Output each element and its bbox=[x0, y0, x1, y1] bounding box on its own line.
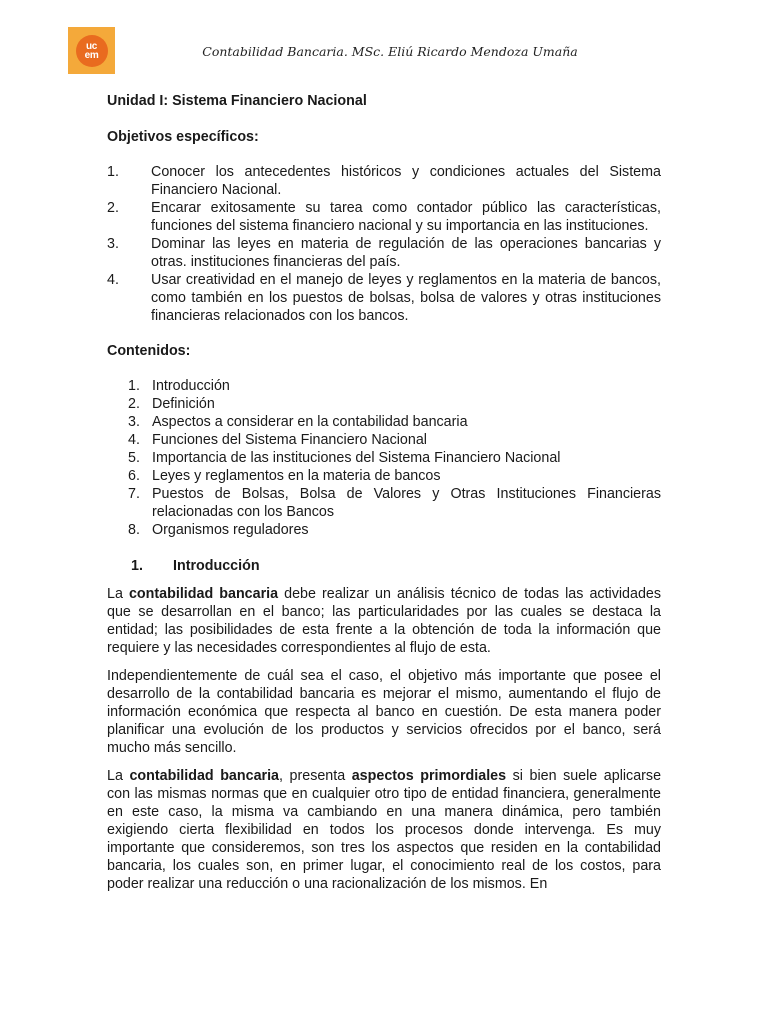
page-header-title: Contabilidad Bancaria. MSc. Eliú Ricardo Mendoza Umaña bbox=[202, 44, 578, 59]
list-number: 7. bbox=[128, 486, 140, 502]
section-heading bbox=[107, 557, 661, 575]
list-text: Usar creatividad en el manejo de leyes y reglamentos en la materia de bancos, como también en los puestos de bolsas, bolsa de valores y otras instituciones financieras relacionados con los bancos. bbox=[151, 272, 661, 324]
section-title: Introducción bbox=[173, 558, 260, 574]
list-item bbox=[107, 235, 661, 271]
list-text: Dominar las leyes en materia de regulación de las operaciones bancarias y otras. instituciones financieras del país. bbox=[151, 236, 661, 270]
list-item bbox=[107, 163, 661, 199]
paragraph bbox=[107, 767, 661, 893]
list-text: Organismos reguladores bbox=[152, 522, 309, 538]
list-item bbox=[107, 467, 661, 485]
list-number: 4. bbox=[128, 432, 140, 448]
text-run: La bbox=[107, 586, 129, 602]
list-number: 8. bbox=[128, 522, 140, 538]
list-text: Funciones del Sistema Financiero Nacional bbox=[152, 432, 427, 448]
text-run: La bbox=[107, 768, 130, 784]
list-text: Conocer los antecedentes históricos y condiciones actuales del Sistema Financiero Nacional. bbox=[151, 164, 661, 198]
objectives-list bbox=[107, 163, 661, 325]
bold-term: aspectos primordiales bbox=[351, 768, 507, 784]
paragraph bbox=[107, 585, 661, 657]
list-item bbox=[107, 377, 661, 395]
list-number: 3. bbox=[107, 236, 119, 252]
logo-circle bbox=[76, 35, 108, 67]
list-text: Puestos de Bolsas, Bolsa de Valores y Otras Instituciones Financieras relacionadas con los Bancos bbox=[152, 486, 661, 520]
unit-title: Unidad I: Sistema Financiero Nacional bbox=[107, 93, 367, 109]
list-item bbox=[107, 431, 661, 449]
list-item bbox=[107, 413, 661, 431]
list-item bbox=[107, 199, 661, 235]
list-text: Leyes y reglamentos en la materia de bancos bbox=[152, 468, 441, 484]
list-number: 4. bbox=[107, 272, 119, 288]
text-run: , presenta bbox=[279, 768, 352, 784]
list-text: Encarar exitosamente su tarea como contador público las características, funciones del sistema financiero nacional y su importancia en las instituciones. bbox=[151, 200, 661, 234]
list-item bbox=[107, 449, 661, 467]
list-item bbox=[107, 521, 661, 539]
list-text: Importancia de las instituciones del Sistema Financiero Nacional bbox=[152, 450, 561, 466]
text-run: si bien suele aplicarse con las mismas normas que en cualquier otro tipo de entidad financiera, generalmente en este caso, la misma va cambiando en una manera dinámica, pero también exigiendo cierta flexibilidad en todos los procesos donde intervenga. Es muy importante que consideremos, son tres los aspectos que residen en la contabilidad bancaria, los cuales son, en primer lugar, el conocimiento real de los costos, para poder realizar una reducción o una racionalización de los mismos. En bbox=[107, 768, 662, 892]
list-text: Introducción bbox=[152, 378, 230, 394]
bold-term: contabilidad bancaria bbox=[129, 768, 280, 784]
list-number: 5. bbox=[128, 450, 140, 466]
contents-list bbox=[107, 377, 661, 539]
logo-text-top: uc bbox=[85, 40, 98, 52]
list-item bbox=[107, 485, 661, 521]
list-text: Definición bbox=[152, 396, 215, 412]
list-number: 1. bbox=[128, 378, 140, 394]
objectives-heading: Objetivos específicos: bbox=[107, 129, 259, 145]
paragraph: Independientemente de cuál sea el caso, el objetivo más importante que posee el desarrollo de la contabilidad bancaria es mejorar el mismo, aumentando el flujo de información económica que respecta al banco en cuestión. De esta manera poder planificar una evolución de los productos y servicios ofrecidos por el banco, será mucho más sencillo. bbox=[107, 668, 661, 756]
ucem-logo bbox=[68, 27, 115, 74]
section-number: 1. bbox=[131, 558, 143, 574]
list-number: 2. bbox=[128, 396, 140, 412]
document-body bbox=[107, 92, 661, 903]
list-number: 1. bbox=[107, 164, 119, 180]
list-item bbox=[107, 271, 661, 325]
logo-text-bottom: em bbox=[84, 49, 99, 61]
list-text: Aspectos a considerar en la contabilidad bancaria bbox=[152, 414, 468, 430]
list-number: 3. bbox=[128, 414, 140, 430]
contents-heading: Contenidos: bbox=[107, 343, 191, 359]
bold-term: contabilidad bancaria bbox=[128, 586, 279, 602]
list-item bbox=[107, 395, 661, 413]
text-run: debe realizar un análisis técnico de todas las actividades que se desarrollan en el banco; las particularidades por las cuales se destaca la entidad; las posibilidades de esta frente a la obtención de toda la información que requiere y las necesidades correspondientes al flujo de esta. bbox=[107, 586, 662, 656]
list-number: 2. bbox=[107, 200, 119, 216]
list-number: 6. bbox=[128, 468, 140, 484]
